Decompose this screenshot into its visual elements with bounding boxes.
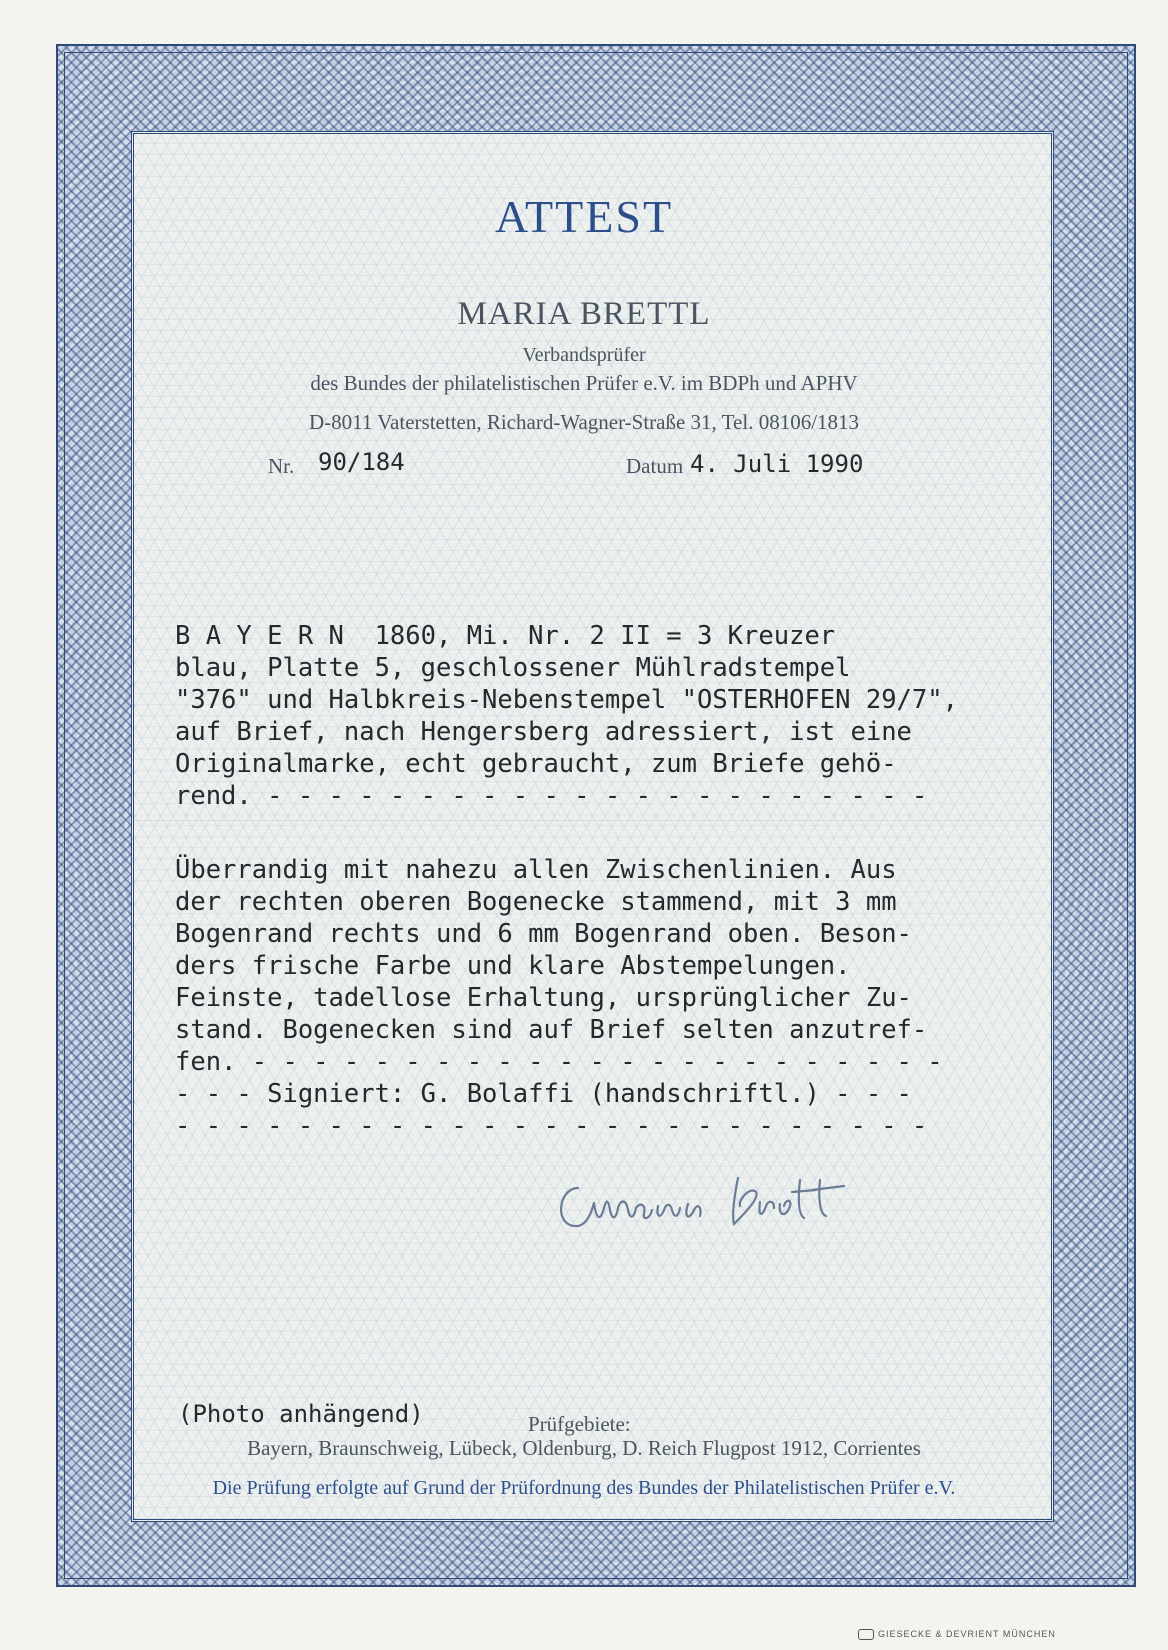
printer-logo-icon: [858, 1629, 874, 1640]
certificate-title: ATTEST: [494, 191, 674, 242]
pruefgebiete-label: Prüfgebiete:: [528, 1412, 631, 1436]
description-block: [175, 620, 958, 812]
certificate-date: 4. Juli 1990: [690, 450, 864, 478]
examiner-role: Verbandsprüfer: [522, 344, 646, 366]
condition-line: - - - Signiert: G. Bolaffi (handschriftl.) - - -: [175, 1079, 912, 1109]
condition-line: ders frische Farbe und klare Abstempelungen.: [175, 951, 851, 981]
fold-line: [56, 820, 1136, 821]
description-line: rend. - - - - - - - - - - - - - - - - - - - - - -: [175, 781, 928, 811]
printer-imprint: [858, 1629, 1056, 1640]
certificate-inner-panel: [131, 131, 1054, 1522]
number-label: Nr.: [268, 454, 295, 478]
condition-line: Überrandig mit nahezu allen Zwischenlinien. Aus: [175, 855, 897, 885]
examiner-name: MARIA BRETTL: [457, 296, 711, 332]
certificate-number: 90/184: [318, 448, 405, 476]
handwritten-signature: [548, 1158, 888, 1238]
condition-line: - - - - - - - - - - - - - - - - - - - - - - - - -: [175, 1111, 928, 1141]
description-line: Originalmarke, echt gebraucht, zum Briefe gehö-: [175, 749, 897, 779]
condition-line: der rechten oberen Bogenecke stammend, mit 3 mm: [175, 887, 897, 917]
condition-line: Feinste, tadellose Erhaltung, ursprünglicher Zu-: [175, 983, 912, 1013]
pruefgebiete-list: Bayern, Braunschweig, Lübeck, Oldenburg, D. Reich Flugpost 1912, Corrientes: [247, 1436, 921, 1460]
date-label: Datum: [626, 454, 684, 478]
printer-name: GIESECKE & DEVRIENT MÜNCHEN: [878, 1629, 1056, 1639]
statement: Die Prüfung erfolgte auf Grund der Prüfordnung des Bundes der Philatelistischen Prüfer e.V.: [212, 1477, 956, 1499]
examiner-association: des Bundes der philatelistischen Prüfer e.V. im BDPh und APHV: [310, 371, 858, 395]
examiner-address: D-8011 Vaterstetten, Richard-Wagner-Straße 31, Tel. 08106/1813: [308, 410, 860, 434]
description-line: blau, Platte 5, geschlossener Mühlradstempel: [175, 653, 851, 683]
condition-line: fen. - - - - - - - - - - - - - - - - - - - - - - -: [175, 1047, 943, 1077]
condition-block: [175, 854, 943, 1142]
description-line: auf Brief, nach Hengersberg adressiert, ist eine: [175, 717, 912, 747]
condition-line: Bogenrand rechts und 6 mm Bogenrand oben. Beson-: [175, 919, 912, 949]
photo-note: (Photo anhängend): [178, 1400, 424, 1428]
condition-line: stand. Bogenecken sind auf Brief selten anzutref-: [175, 1015, 928, 1045]
description-line: "376" und Halbkreis-Nebenstempel "OSTERHOFEN 29/7",: [175, 685, 958, 715]
description-line: B A Y E R N 1860, Mi. Nr. 2 II = 3 Kreuzer: [175, 621, 836, 651]
